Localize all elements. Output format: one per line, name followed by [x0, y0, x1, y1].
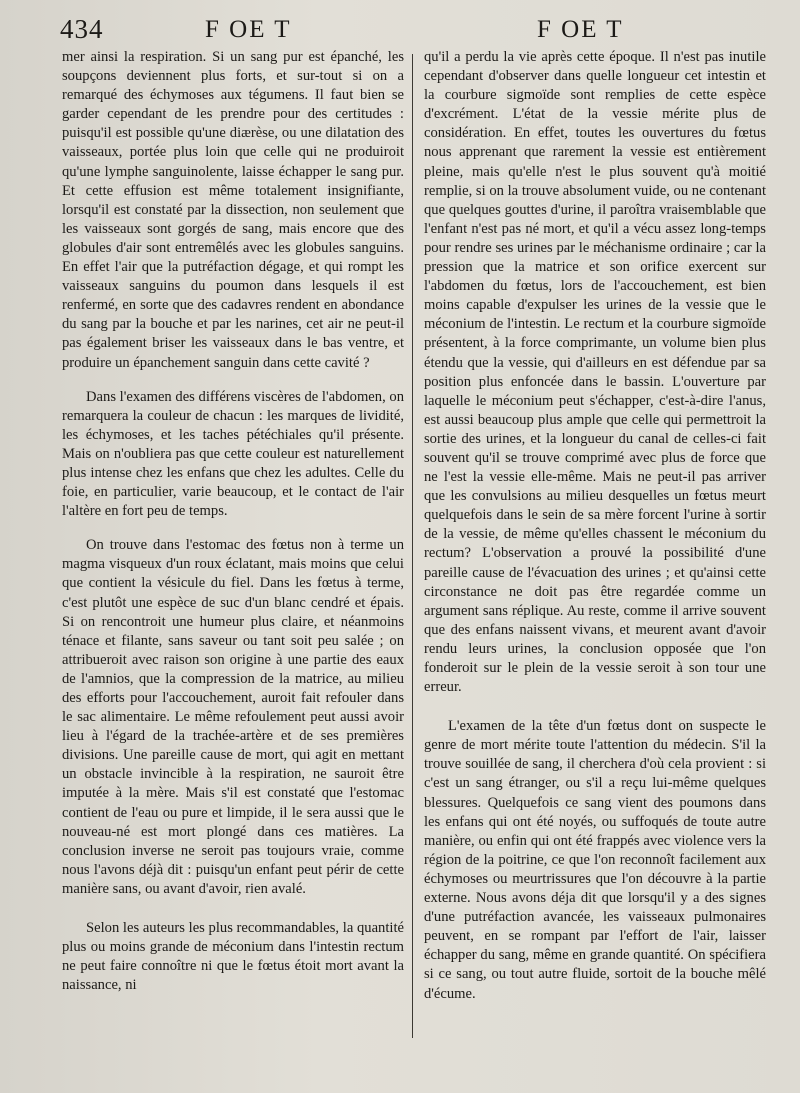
left-paragraph-2: Dans l'examen des différens viscères de l'abdomen, on remarquera la couleur de chacun : les marques de lividité, les échymoses, et les taches pétéchiales qu'il présente. Mais on n'oubliera pas que cette couleur est naturellement plus intense chez les enfans que chez les adultes. Celle du foie, en particulier, varie beaucoup, et le contact de l'air l'altère en fort peu de temps.: [62, 388, 404, 520]
running-head-left: F OE T: [205, 16, 292, 43]
left-column: [62, 48, 404, 995]
right-column: [424, 48, 766, 1004]
left-paragraph-4: Selon les auteurs les plus recommandables, la quantité plus ou moins grande de méconium dans l'intestin rectum ne peut faire connoître ni que le fœtus étoit mort avant la naissance, ni: [62, 920, 404, 994]
left-paragraph-3: On trouve dans l'estomac des fœtus non à terme un magma visqueux d'un roux éclatant, mais moins que celui que contient la vésicule du fiel. Dans les fœtus à terme, c'est plutôt une espèce de suc d'un blanc cendré et épais. Si on rencontroit une humeur plus claire, et néanmoins ténace et filante, sans saveur ou tant soit peu salée ; on attribueroit avec raison son origine à une partie des eaux de l'amnios, que la compression de la matrice, au milieu des efforts pour l'accouchement, auroit fait refouler dans le sac alimentaire. Le même refoulement peut aussi avoir lieu à l'égard de la trachée-artère et de ses premières divisions. Une pareille cause de mort, qui agit en mettant un obstacle invincible à la respiration, ne sauroit être imputée à la mère. Mais s'il est constaté que l'estomac contient de l'eau ou pure et limpide, il le sera aussi que le nouveau-né est mort plongé dans ces matières. La conclusion inverse ne seroit pas toujours vraie, comme nous l'avons déjà dit : puisqu'un enfant peut périr de cette manière sans, ou avant d'avoir, rien avalé.: [62, 537, 404, 897]
running-head-right: F OE T: [537, 16, 624, 43]
page-number: 434: [60, 14, 104, 44]
left-paragraph-1: mer ainsi la respiration. Si un sang pur est épanché, les soupçons deviennent plus forts, et sur-tout si on a remarqué des échymoses aux tégumens. Il faut bien se garder cependant de les prendre pour des certitudes : puisqu'il est possible qu'une diærèse, ou une dilatation des vaisseaux, portée plus loin que celle qui ne produiroit qu'une lymphe sanguinolente, laisse échapper le sang pur. Et cette effusion est même totalement insignifiante, lorsqu'il est constaté par la dissection, non seulement que les vaisseaux sont gorgés de sang, mais encore que des globules d'air sont entremêlés avec les globules sanguins. En effet l'air que la putréfaction dégage, et qui rompt les vaisseaux sanguins du poumon dans lesquels il est renfermé, en sorte que des cadavres rendent en abondance du sang par la bouche et par les narines, cet air ne peut-il pas également briser les vaisseaux dans le bas ventre, et produire un épanchement sanguin dans cette cavité ?: [62, 49, 404, 371]
page-header: [0, 14, 800, 50]
right-paragraph-1: qu'il a perdu la vie après cette époque. Il n'est pas inutile cependant d'observer dans quelle longueur cet intestin et la courbure sigmoïde sont remplies de cette espèce d'excrément. L'état de la vessie mérite plus de considération. En effet, toutes les ouvertures du fœtus nous apprenant que rarement la vessie est entièrement pleine, mais qu'elle n'est le plus souvent qu'à moitié remplie, si on la trouve absolument vuide, ou ne contenant que quelques gouttes d'urine, il paroîtra vraisemblable que l'enfant n'est pas né mort, et qu'il a vécu assez long-temps pour rendre ses urines par le méchanisme ordinaire ; car la pression que la matrice et son orifice exercent sur l'abdomen du fœtus, lors de l'accouchement, est bien moins capable d'expulser les urines de la vessie que le méconium de l'intestin. Le rectum et la courbure sigmoïde présentent, à la force comprimante, un volume bien plus étendu que la vessie, qui d'ailleurs en est défendue par sa position plus enfoncée dans le bassin. L'ouverture par laquelle le méconium peut s'échapper, c'est-à-dire l'anus, est aussi beaucoup plus ample que celle qui permettroit la sortie des urines, et la longueur du canal de celles-ci fait souvent qu'il se trouve comprimé avec plus de force que ne l'est la vessie elle-même. Mais ne peut-il pas arriver que les convulsions au milieu desquelles un fœtus meurt quelquefois dans le sein de sa mère forcent l'urine à sortir de la vessie, de même qu'elles chassent le méconium du rectum? L'observation a prouvé la possibilité d'une pareille cause de l'évacuation des urines ; et qu'ainsi cette circonstance ne doit pas être regardée comme un argument sans réplique. Au reste, comme il arrive souvent que des enfans naissent vivans, et meurent avant d'avoir rendu leurs urines, la conclusion opposée que l'on fonderoit sur le plein de la vessie seroit à son tour une erreur.: [424, 49, 766, 696]
right-paragraph-2: L'examen de la tête d'un fœtus dont on suspecte le genre de mort mérite toute l'attention du médecin. S'il la trouve souillée de sang, il cherchera d'où cela provient : si c'est un sang étranger, ou s'il a reçu lui-même quelques blessures. Quelquefois ce sang vient des poumons dans les enfans qui ont été noyés, ou suffoqués de toute autre manière, ou enfin qui ont été frappés avec violence vers la région de la poitrine, ce que l'on reconnoît facilement aux échymoses ou meurtrissures que l'on découvre à la partie externe. Nous avons déja dit que lorsqu'il y a des signes d'une putréfaction avancée, les vaisseaux pulmonaires peuvent, en se rompant par l'effort de l'air, laisser échapper du sang, même en grande quantité. On spécifiera si ce sang, ou tout autre fluide, sortoit de la bouche mêlé d'écume.: [424, 718, 766, 1002]
column-divider: [412, 54, 413, 1038]
